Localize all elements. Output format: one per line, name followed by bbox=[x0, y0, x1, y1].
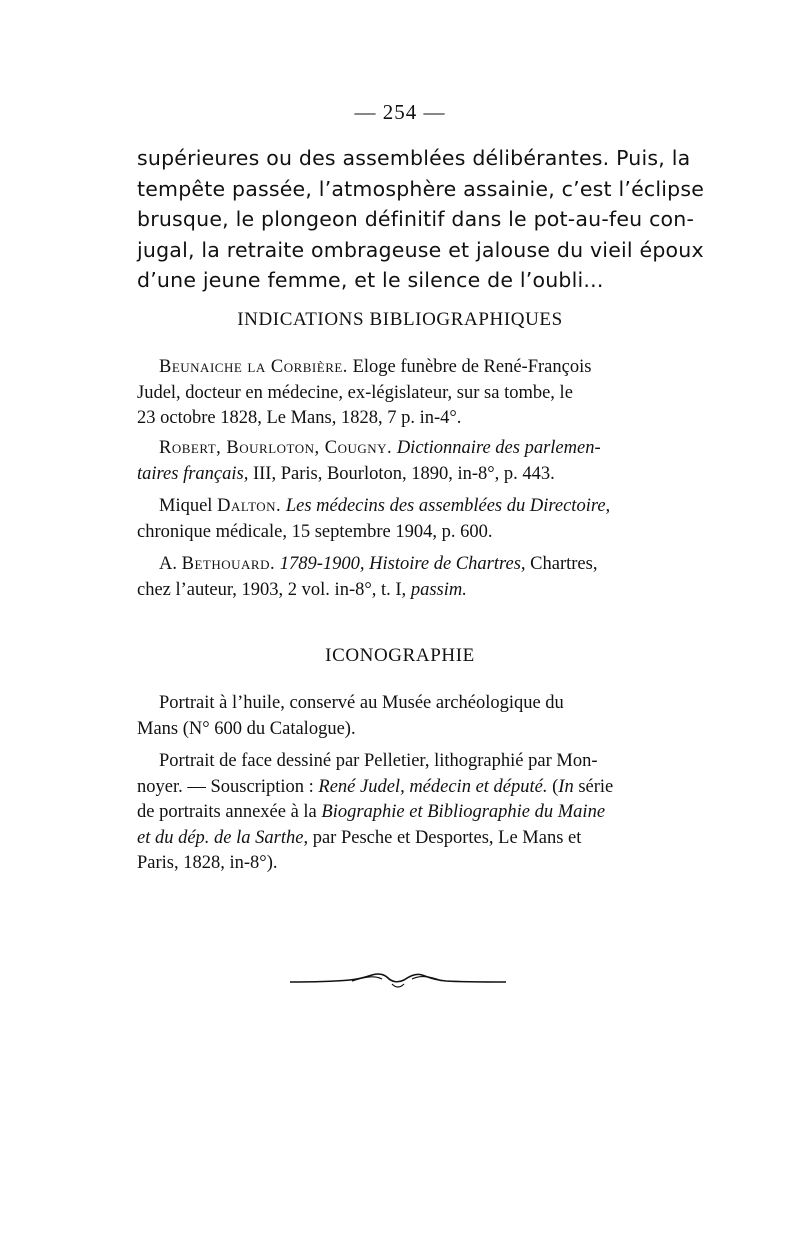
entry-line bbox=[137, 800, 665, 826]
intro-line: brusque, le plongeon définitif dans le pot-au-feu con- bbox=[137, 207, 695, 231]
bibliography-entry bbox=[137, 494, 665, 545]
entry-line: chronique médicale, 15 septembre 1904, p. 600. bbox=[137, 521, 493, 542]
iconography-heading: ICONOGRAPHIE bbox=[325, 645, 475, 666]
iconography-entry bbox=[137, 691, 665, 742]
entry-text: noyer. — Souscription : bbox=[137, 776, 319, 797]
entry-text: A. bbox=[159, 554, 182, 574]
intro-line: d’une jeune femme, et le silence de l’oubli... bbox=[137, 268, 604, 292]
iconography-entry bbox=[137, 749, 665, 877]
entry-line: Paris, 1828, in-8°). bbox=[137, 853, 278, 873]
entry-author: Bethouard. bbox=[181, 554, 276, 574]
entry-line bbox=[137, 578, 665, 604]
entry-line: Portrait à l’huile, conservé au Musée archéologique du bbox=[159, 693, 564, 713]
entry-title: taires français, bbox=[137, 463, 249, 484]
entry-title: Les médecins des assemblées du Directoire, bbox=[281, 496, 611, 516]
intro-line: tempête passée, l’atmosphère assainie, c’est l’éclipse bbox=[137, 176, 705, 201]
entry-author: Dalton. bbox=[217, 496, 282, 516]
entry-line: Judel, docteur en médecine, ex-législateur, sur sa tombe, le bbox=[137, 382, 573, 403]
entry-author: Robert, Bourloton, Cougny. bbox=[159, 438, 393, 458]
bibliography-heading: INDICATIONS BIBLIOGRAPHIQUES bbox=[237, 309, 563, 330]
entry-text: Chartres, bbox=[525, 554, 598, 574]
entry-title: René Judel, médecin et député. bbox=[318, 776, 548, 797]
entry-author: Beunaiche la Corbière. bbox=[159, 357, 348, 377]
entry-line bbox=[137, 462, 665, 488]
entry-line bbox=[137, 355, 665, 381]
entry-years: 1789-1900, bbox=[275, 554, 365, 574]
entry-line bbox=[137, 552, 665, 578]
entry-line bbox=[137, 775, 665, 801]
entry-title: Histoire de Chartres, bbox=[364, 554, 526, 574]
entry-title: Biographie et Bibliographie du Maine bbox=[321, 802, 606, 822]
entry-text: ( bbox=[547, 776, 559, 797]
entry-text: chez l’auteur, 1903, 2 vol. in-8°, t. I, bbox=[137, 579, 411, 600]
intro-line: supérieures ou des assemblées délibérantes. Puis, la bbox=[137, 146, 691, 170]
entry-text: III, Paris, Bourloton, 1890, in-8°, p. 443. bbox=[248, 463, 555, 484]
entry-text: Miquel bbox=[159, 496, 218, 516]
entry-text: de portraits annexée à la bbox=[137, 802, 322, 822]
entry-line: 23 octobre 1828, Le Mans, 1828, 7 p. in-4°. bbox=[137, 408, 462, 428]
entry-text: In bbox=[558, 776, 574, 797]
bibliography-entry bbox=[137, 355, 665, 432]
entry-text: , par Pesche et Desportes, Le Mans et bbox=[303, 827, 582, 848]
end-ornament-icon bbox=[288, 968, 508, 992]
bibliography-entry bbox=[137, 436, 665, 487]
entry-text: Eloge funèbre de René-François bbox=[347, 357, 592, 377]
intro-paragraph bbox=[137, 143, 705, 296]
entry-title: Dictionnaire des parlemen- bbox=[392, 438, 601, 458]
entry-text: passim. bbox=[410, 579, 467, 600]
entry-line bbox=[137, 494, 665, 520]
entry-line bbox=[137, 826, 665, 852]
entry-line: Portrait de face dessiné par Pelletier, lithographié par Mon- bbox=[159, 751, 598, 771]
entry-line bbox=[137, 436, 665, 462]
bibliography-entry bbox=[137, 552, 665, 603]
entry-text: série bbox=[573, 776, 614, 797]
entry-line: Mans (N° 600 du Catalogue). bbox=[137, 718, 356, 739]
intro-line: jugal, la retraite ombrageuse et jalouse du vieil époux bbox=[137, 237, 704, 262]
page-number: — 254 — bbox=[354, 100, 446, 124]
entry-title: et du dép. de la Sarthe bbox=[137, 827, 304, 848]
